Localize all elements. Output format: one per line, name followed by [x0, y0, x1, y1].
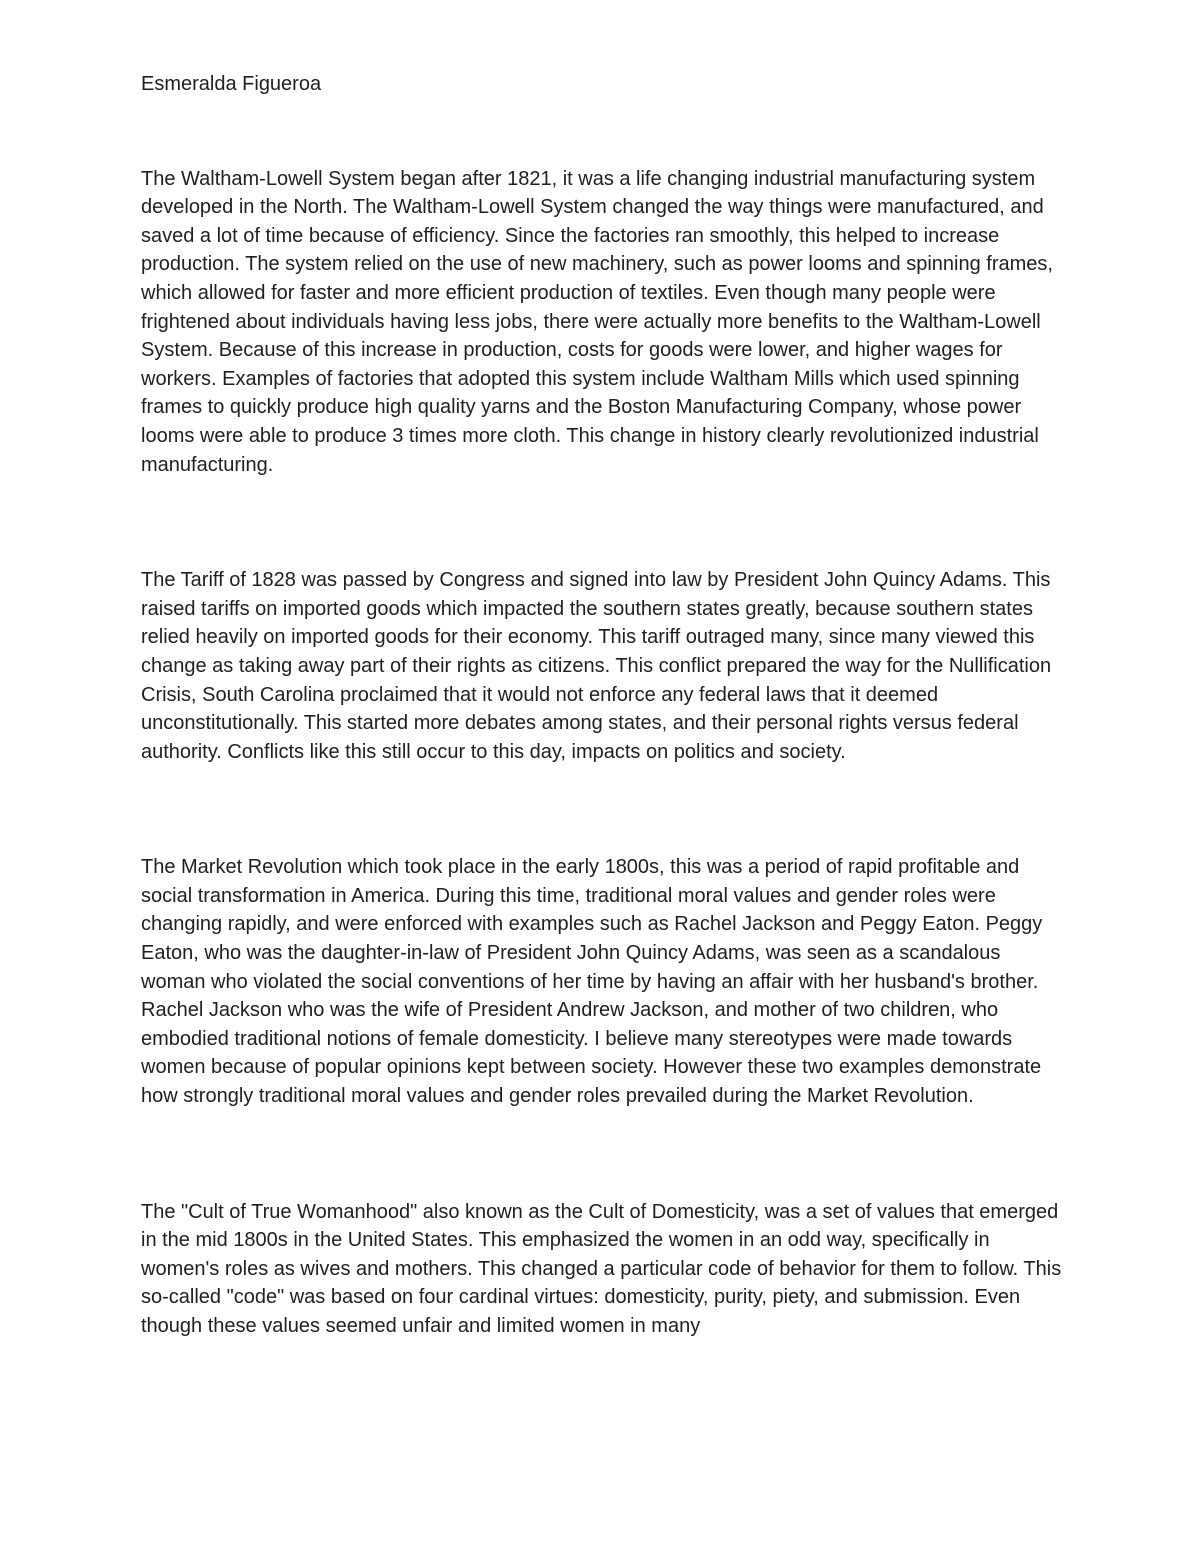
document-body [141, 70, 1066, 1341]
author-name: Esmeralda Figueroa [141, 73, 322, 95]
paragraph-cult-of-womanhood: The "Cult of True Womanhood" also known as the Cult of Domesticity, was a set of values that emerged in the mid 1800s in the United States. This emphasized the women in an odd way, specifically in women's roles as wives and mothers. This changed a particular code of behavior for them to follow. This so-called "code" was based on four cardinal virtues: domesticity, purity, piety, and submission. Even though these values seemed unfair and limited women in many [141, 1200, 1062, 1337]
paragraph-market-revolution: The Market Revolution which took place in the early 1800s, this was a period of rapid profitable and social transformation in America. During this time, traditional moral values and gender roles were changing rapidly, and were enforced with examples such as Rachel Jackson and Peggy Eaton. Peggy Eaton, who was the daughter-in-law of President John Quincy Adams, was seen as a scandalous woman who violated the social conventions of her time by having an affair with her husband's brother. Rachel Jackson who was the wife of President Andrew Jackson, and mother of two children, who embodied traditional notions of female domesticity. I believe many stereotypes were made towards women because of popular opinions kept between society. However these two examples demonstrate how strongly traditional moral values and gender roles prevailed during the Market Revolution. [141, 856, 1043, 1108]
paragraph-waltham-lowell: The Waltham-Lowell System began after 1821, it was a life changing industrial manufacturing system developed in the North. The Waltham-Lowell System changed the way things were manufactured, and saved a lot of time because of efficiency. Since the factories ran smoothly, this helped to increase production. The system relied on the use of new machinery, such as power looms and spinning frames, which allowed for faster and more efficient production of textiles. Even though many people were frightened about individuals having less jobs, there were actually more benefits to the Waltham-Lowell System. Because of this increase in production, costs for goods were lower, and higher wages for workers. Examples of factories that adopted this system include Waltham Mills which used spinning frames to quickly produce high quality yarns and the Boston Manufacturing Company, whose power looms were able to produce 3 times more cloth. This change in history clearly revolutionized industrial manufacturing. [141, 167, 1053, 476]
paragraph-tariff-1828: The Tariff of 1828 was passed by Congress and signed into law by President John Quincy Adams. This raised tariffs on imported goods which impacted the southern states greatly, because southern states relied heavily on imported goods for their economy. This tariff outraged many, since many viewed this change as taking away part of their rights as citizens. This conflict prepared the way for the Nullification Crisis, South Carolina proclaimed that it would not enforce any federal laws that it deemed unconstitutionally. This started more debates among states, and their personal rights versus federal authority. Conflicts like this still occur to this day, impacts on politics and society. [141, 569, 1052, 763]
